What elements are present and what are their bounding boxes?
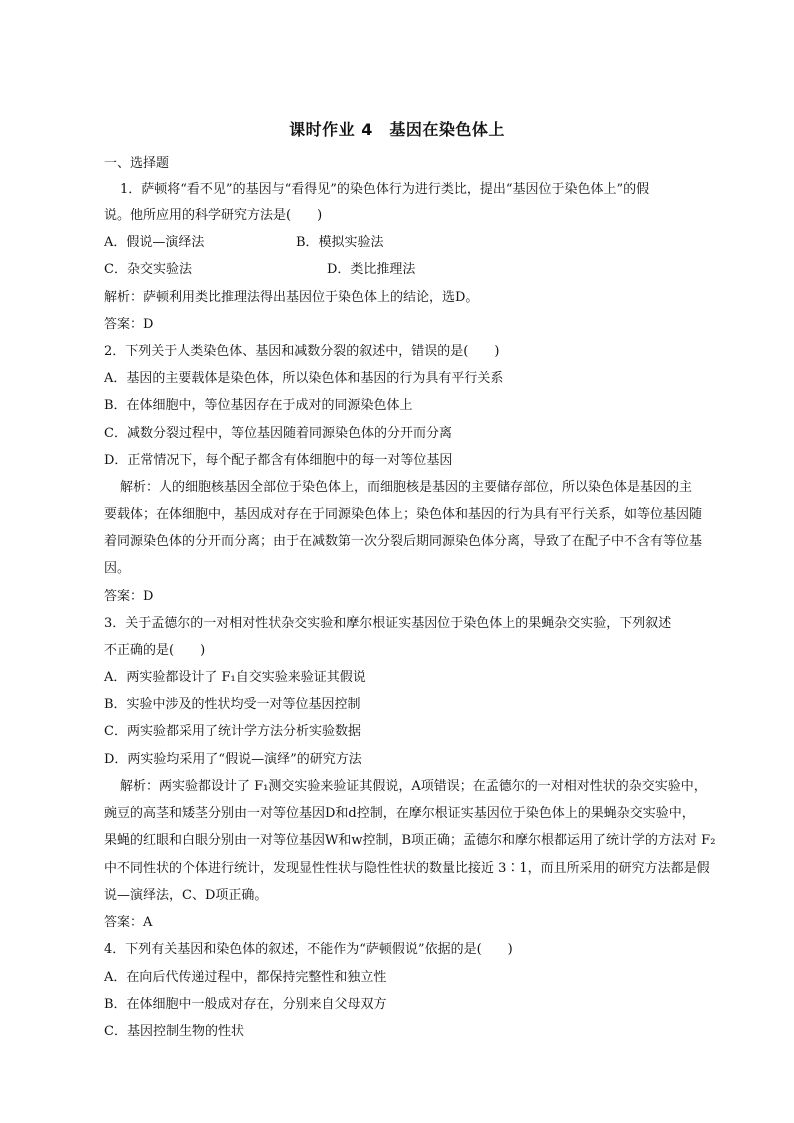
q2-stem: 2．下列关于人类染色体、基因和减数分裂的叙述中，错误的是( ) [104, 344, 500, 359]
q4-option-b: B．在体细胞中一般成对存在，分别来自父母双方 [104, 997, 387, 1012]
q1-analysis: 解析：萨顿利用类比推理法得出基因位于染色体上的结论，选D。 [104, 290, 479, 305]
q4-option-a: A．在向后代传递过程中，都保持完整性和独立性 [104, 970, 387, 985]
q3-answer: 答案：A [104, 915, 153, 930]
q3-analysis-line-3: 果蝇的红眼和白眼分别由一对等位基因W和w控制，B项正确；孟德尔和摩尔根都运用了统计学的方法对 F₂ [104, 833, 716, 848]
q2-option-b: B．在体细胞中，等位基因存在于成对的同源染色体上 [104, 398, 413, 413]
q1-answer: 答案：D [104, 317, 154, 332]
q2-option-a: A．基因的主要载体是染色体，所以染色体和基因的行为具有平行关系 [104, 371, 504, 386]
q4-stem: 4．下列有关基因和染色体的叙述，不能作为“萨顿假说”依据的是( ) [104, 942, 513, 957]
q3-option-c: C．两实验都采用了统计学方法分析实验数据 [104, 724, 361, 739]
q3-analysis-line-2: 豌豆的高茎和矮茎分别由一对等位基因D和d控制，在摩尔根证实基因位于染色体上的果蝇杂交实验中， [104, 806, 695, 821]
q1-option-c: C．杂交实验法 [104, 262, 192, 277]
q2-analysis-line-2: 要载体；在体细胞中，基因成对存在于同源染色体上；染色体和基因的行为具有平行关系，如等位基因随 [104, 507, 703, 522]
q1-option-d: D．类比推理法 [327, 262, 416, 277]
q3-stem-line-1: 3．关于孟德尔的一对相对性状杂交实验和摩尔根证实基因位于染色体上的果蝇杂交实验，下列叙述 [104, 616, 672, 631]
q1-options-row-1 [104, 233, 204, 253]
q2-analysis-line-4: 因。 [104, 561, 131, 576]
q1-option-b: B．模拟实验法 [296, 235, 384, 250]
q2-option-d: D．正常情况下，每个配子都含有体细胞中的每一对等位基因 [104, 453, 453, 468]
q3-option-d: D．两实验均采用了“假说—演绎”的研究方法 [104, 752, 362, 767]
q2-answer: 答案：D [104, 589, 154, 604]
q3-option-b: B．实验中涉及的性状均受一对等位基因控制 [104, 697, 361, 712]
q3-analysis-line-5: 说—演绎法，C、D项正确。 [104, 888, 268, 903]
section-heading: 一、选择题 [104, 156, 170, 171]
q2-analysis-line-3: 着同源染色体的分开而分离；由于在减数第一次分裂后期同源染色体分离，导致了在配子中不含有等位基 [104, 534, 703, 549]
q3-analysis-line-1: 解析：两实验都设计了 F₁测交实验来验证其假说，A项错误；在孟德尔的一对相对性状的杂交实验中， [120, 779, 707, 794]
q1-stem-line-1: 1．萨顿将“看不见”的基因与“看得见”的染色体行为进行类比，提出“基因位于染色体上”的假 [120, 182, 650, 197]
page-title: 课时作业 4 基因在染色体上 [289, 120, 505, 139]
q2-analysis-line-1: 解析：人的细胞核基因全部位于染色体上，而细胞核是基因的主要储存部位，所以染色体是基因的主 [120, 480, 693, 495]
q3-option-a: A．两实验都设计了 F₁自交实验来验证其假说 [104, 670, 366, 685]
q1-option-a: A．假说—演绎法 [104, 235, 205, 250]
q4-option-c: C．基因控制生物的性状 [104, 1024, 244, 1039]
q3-analysis-line-4: 中不同性状的个体进行统计，发现显性性状与隐性性状的数量比接近 3∶1，而且所采用的研究方法都是假 [104, 861, 710, 876]
q3-stem-line-2: 不正确的是( ) [104, 643, 206, 658]
q1-stem-line-2: 说。他所应用的科学研究方法是( ) [104, 208, 323, 223]
q2-option-c: C．减数分裂过程中，等位基因随着同源染色体的分开而分离 [104, 426, 452, 441]
